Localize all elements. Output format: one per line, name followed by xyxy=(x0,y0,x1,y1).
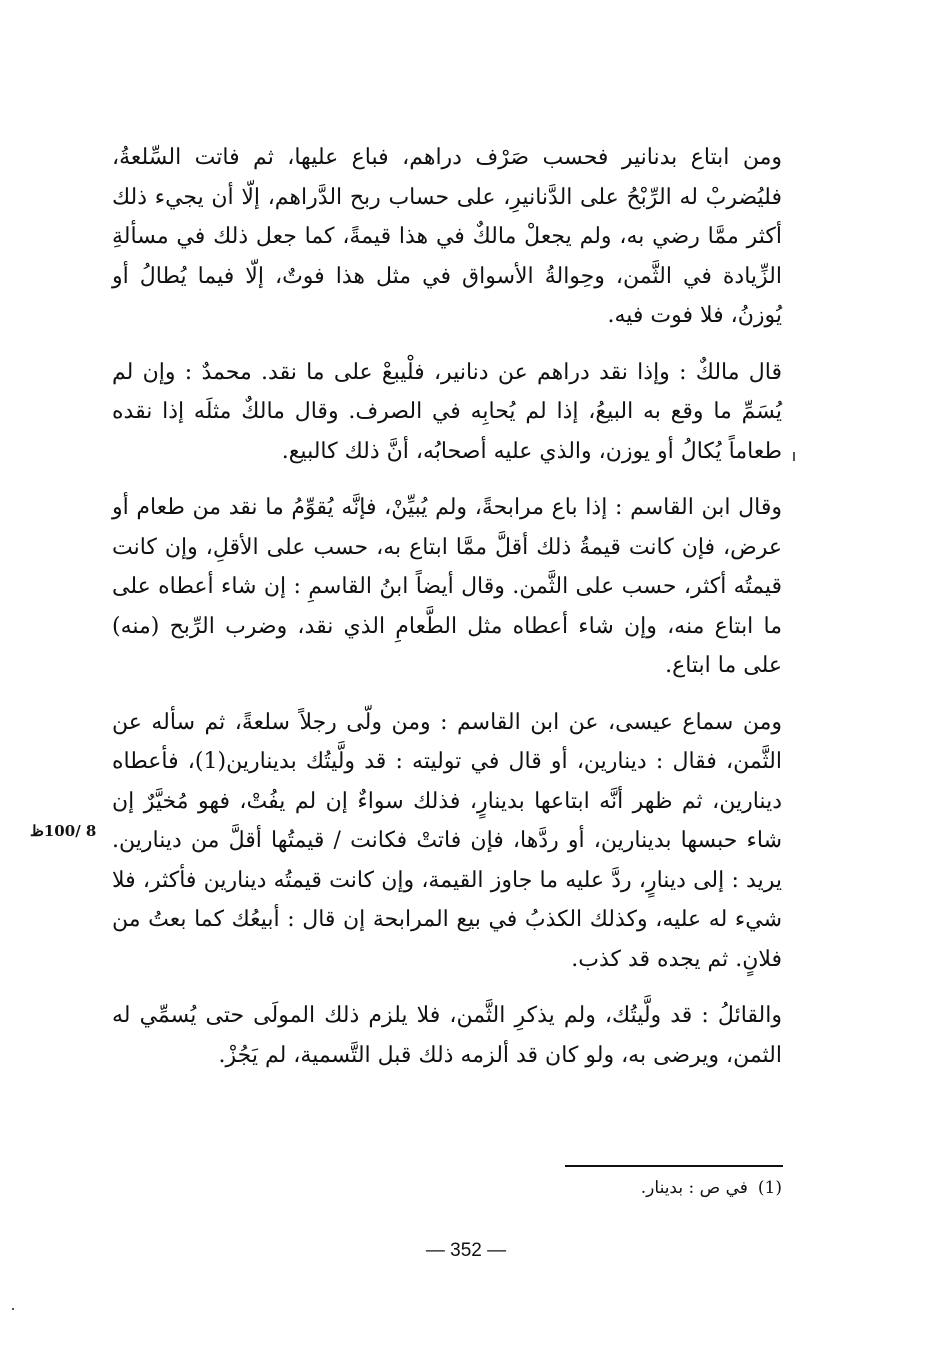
paragraph-4: ومن سماع عيسى، عن ابن القاسم : ومن ولّى رجلاً سلعةً، ثم سأله عن الثَّمن، فقال : دينارين، أو قال في توليته : قد ولَّيتُك بدينارين(1)، فأعطاه دينارين، ثم ظهر أنَّه ابتاعها بدينارٍ، فذلك سواءٌ إن لم يفُتْ، فهو مُخيَّرٌ إن شاء حبسها بدينارين، أو ردَّها، فإن فاتتْ فكانت / قيمتُها أقلَّ من دينارين. يريد : إلى دينارٍ، ردَّ عليه ما جاوز القيمة، وإن كانت قيمتُه دينارين فأكثر، فلا شيء له عليه، وكذلك الكذبُ في بيع المرابحة إن قال : أبيعُك كما بعتُ من فلانٍ. ثم يجده قد كذب. xyxy=(112,709,782,972)
scan-speck xyxy=(793,452,795,461)
page-number: — 352 — xyxy=(425,1240,507,1261)
paragraph-5: والقائلُ : قد ولَّيتُك، ولم يذكرِ الثَّمن، فلا يلزم ذلك المولَى حتى يُسمِّي له الثمن، ويرضى به، ولو كان قد ألزمه ذلك قبل التَّسمية، لم يَجُزْ. xyxy=(112,1003,782,1068)
main-text xyxy=(112,138,782,1092)
paragraph-2: قال مالكٌ : وإذا نقد دراهم عن دنانير، فلْيبعْ على ما نقد. محمدٌ : وإن لم يُسَمِّ ما وقع به البيعُ، إذا لم يُحابِه في الصرف. وقال مالكٌ مثلَه إذا نقده طعاماً يُكالُ أو يوزن، والذي عليه أصحابُه، أنَّ ذلك كالبيع. xyxy=(112,359,782,464)
scan-speck xyxy=(12,1308,14,1310)
footnote-text: في ص : بدينار. xyxy=(640,1178,748,1198)
paragraph-3: وقال ابن القاسم : إذا باع مرابحةً، ولم يُبيِّنْ، فإنَّه يُقوِّمُ ما نقد من طعام أو عرض، فإن كانت قيمةُ ذلك أقلَّ ممَّا ابتاع به، حسب على الأقلِ، وإن كانت قيمتُه أكثر، حسب على الثَّمن. وقال أيضاً ابنُ القاسمِ : إن شاء أعطاه على ما ابتاع منه، وإن شاء أعطاه مثل الطَّعامِ الذي نقد، وضرب الرِّبح (منه) على ما ابتاع. xyxy=(112,495,782,678)
paragraph-1: ومن ابتاع بدنانير فحسب صَرْف دراهم، فباع عليها، ثم فاتت السِّلعةُ، فليُضربْ له الرِّبْحُ على الدَّنانيرِ، على حساب ربح الدَّراهم، إلّا أن يجيء ذلك أكثر ممَّا رضي به، ولم يجعلْ مالكٌ في هذا قيمةً، كما جعل ذلك في مسألةِ الزِّيادة في الثَّمن، وحِوالةُ الأسواق في مثل هذا فوتٌ، إلّا فيما يُطالُ أو يُوزنُ، فلا فوت فيه. xyxy=(112,145,782,328)
footnote-divider xyxy=(565,1165,783,1167)
manuscript-folio-note: 8 /100ظ xyxy=(30,822,97,840)
footnote-number: (1) xyxy=(757,1178,782,1198)
footnote xyxy=(641,1178,782,1198)
